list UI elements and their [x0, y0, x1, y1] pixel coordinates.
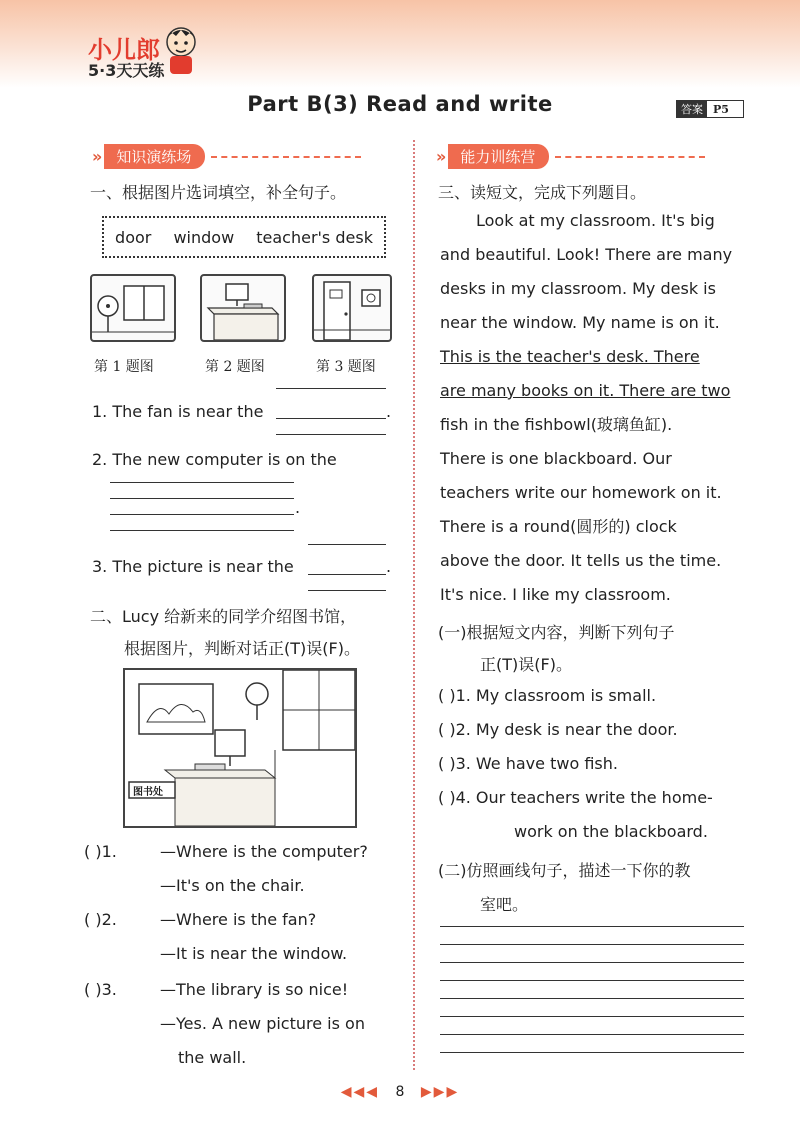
q2-item-answer: —It is near the window.: [160, 944, 348, 963]
dashed-rule: [555, 156, 705, 158]
q2-item-question: —The library is so nice!: [160, 980, 349, 999]
q1-item-1: 1. The fan is near the: [92, 402, 264, 421]
q1-heading: 一、根据图片选词填空，补全句子。: [90, 183, 347, 202]
writing-line[interactable]: [440, 1052, 744, 1053]
q2-item-number: ( )2.: [84, 910, 117, 929]
section-header-left: [92, 144, 361, 169]
passage-line: desks in my classroom. My desk is: [440, 279, 716, 298]
caption-2: 第 2 题图: [205, 359, 265, 375]
answer-line[interactable]: [276, 388, 386, 389]
word-option: window: [173, 227, 235, 247]
word-option: teacher's desk: [256, 227, 373, 247]
dashed-rule: [211, 156, 361, 158]
q2-heading-line1: 二、Lucy 给新来的同学介绍图书馆，: [90, 607, 357, 626]
writing-line[interactable]: [440, 944, 744, 945]
period: .: [295, 498, 301, 517]
answer-line[interactable]: [276, 434, 386, 435]
section-header-right: [436, 144, 705, 169]
q2-item-number: ( )1.: [84, 842, 117, 861]
caption-1: 第 1 题图: [94, 359, 154, 375]
answer-line[interactable]: [308, 574, 386, 575]
answer-badge: [676, 100, 744, 118]
section-title: 知识演练场: [104, 144, 205, 169]
tf-item-4-cont: work on the blackboard.: [514, 822, 708, 841]
passage-line-underlined: are many books on it. There are two: [440, 381, 731, 400]
passage-line: and beautiful. Look! There are many: [440, 245, 733, 264]
answer-line[interactable]: [110, 482, 294, 483]
passage-line: fish in the fishbowl(玻璃鱼缸).: [440, 415, 673, 434]
page-footer: [0, 1084, 800, 1100]
passage-line: There is a round(圆形的) clock: [440, 517, 677, 536]
part1-heading-line2: 正(T)误(F)。: [480, 655, 572, 674]
page-title: Part B(3) Read and write: [247, 92, 553, 116]
passage-line: There is one blackboard. Our: [440, 449, 672, 468]
period: .: [386, 402, 392, 421]
library-sign: 图书处: [133, 787, 163, 798]
writing-line[interactable]: [440, 980, 744, 981]
writing-line[interactable]: [440, 998, 744, 999]
picture-3: [312, 274, 392, 342]
reading-passage: [440, 204, 750, 612]
picture-2: [200, 274, 286, 342]
writing-line[interactable]: [440, 926, 744, 927]
q2-item-number: ( )3.: [84, 980, 117, 999]
chevron-icon: »: [436, 147, 447, 166]
q2-item-question: —Where is the computer?: [160, 842, 368, 861]
answer-line[interactable]: [276, 418, 386, 419]
arrow-right-icon: ▶▶▶: [420, 1084, 460, 1100]
answer-line[interactable]: [110, 498, 294, 499]
q1-item-3: 3. The picture is near the: [92, 557, 294, 576]
passage-line: near the window. My name is on it.: [440, 313, 720, 332]
tf-item-2: ( )2. My desk is near the door.: [438, 720, 678, 739]
answer-line[interactable]: [308, 590, 386, 591]
answer-label: 答案: [677, 101, 707, 117]
part2-heading-line1: (二)仿照画线句子，描述一下你的教: [438, 861, 691, 880]
desk-computer-illustration: [202, 276, 284, 340]
answer-line[interactable]: [110, 530, 294, 531]
q2-item-answer-cont: the wall.: [178, 1048, 247, 1067]
answer-page: P5: [713, 102, 729, 116]
passage-line-underlined: This is the teacher's desk. There: [440, 347, 700, 366]
answer-line[interactable]: [308, 544, 386, 545]
q3-heading: 三、读短文，完成下列题目。: [438, 183, 647, 202]
fan-window-illustration: [92, 276, 174, 340]
page-number: 8: [395, 1084, 405, 1100]
brand-subtitle: 5·3天天练: [88, 61, 165, 80]
part2-heading-line2: 室吧。: [480, 895, 529, 914]
passage-line: above the door. It tells us the time.: [440, 551, 722, 570]
tf-item-3: ( )3. We have two fish.: [438, 754, 618, 773]
door-picture-illustration: [314, 276, 390, 340]
tf-item-1: ( )1. My classroom is small.: [438, 686, 657, 705]
q2-item-question: —Where is the fan?: [160, 910, 317, 929]
passage-line: teachers write our homework on it.: [440, 483, 722, 502]
passage-line: It's nice. I like my classroom.: [440, 585, 671, 604]
column-divider: [413, 140, 415, 1070]
q1-item-2: 2. The new computer is on the: [92, 450, 337, 469]
chevron-icon: »: [92, 147, 103, 166]
period: .: [386, 557, 392, 576]
word-option: door: [115, 227, 152, 247]
mascot-icon: [158, 22, 204, 76]
writing-line[interactable]: [440, 1034, 744, 1035]
passage-line: Look at my classroom. It's big: [476, 211, 715, 230]
picture-1: [90, 274, 176, 342]
part1-heading-line1: (一)根据短文内容，判断下列句子: [438, 623, 675, 642]
q2-item-answer: —It's on the chair.: [160, 876, 305, 895]
answer-line[interactable]: [110, 514, 294, 515]
writing-line[interactable]: [440, 1016, 744, 1017]
tf-item-4: ( )4. Our teachers write the home-: [438, 788, 713, 807]
library-scene: [125, 670, 355, 826]
section-title: 能力训练营: [448, 144, 549, 169]
writing-line[interactable]: [440, 962, 744, 963]
q2-item-answer: —Yes. A new picture is on: [160, 1014, 365, 1033]
arrow-left-icon: ◀◀◀: [340, 1084, 380, 1100]
q2-heading-line2: 根据图片，判断对话正(T)误(F)。: [124, 639, 360, 658]
library-illustration: [123, 668, 357, 828]
caption-3: 第 3 题图: [316, 359, 376, 375]
word-bank: [102, 216, 386, 258]
brand-logo: 小儿郎: [88, 36, 160, 64]
